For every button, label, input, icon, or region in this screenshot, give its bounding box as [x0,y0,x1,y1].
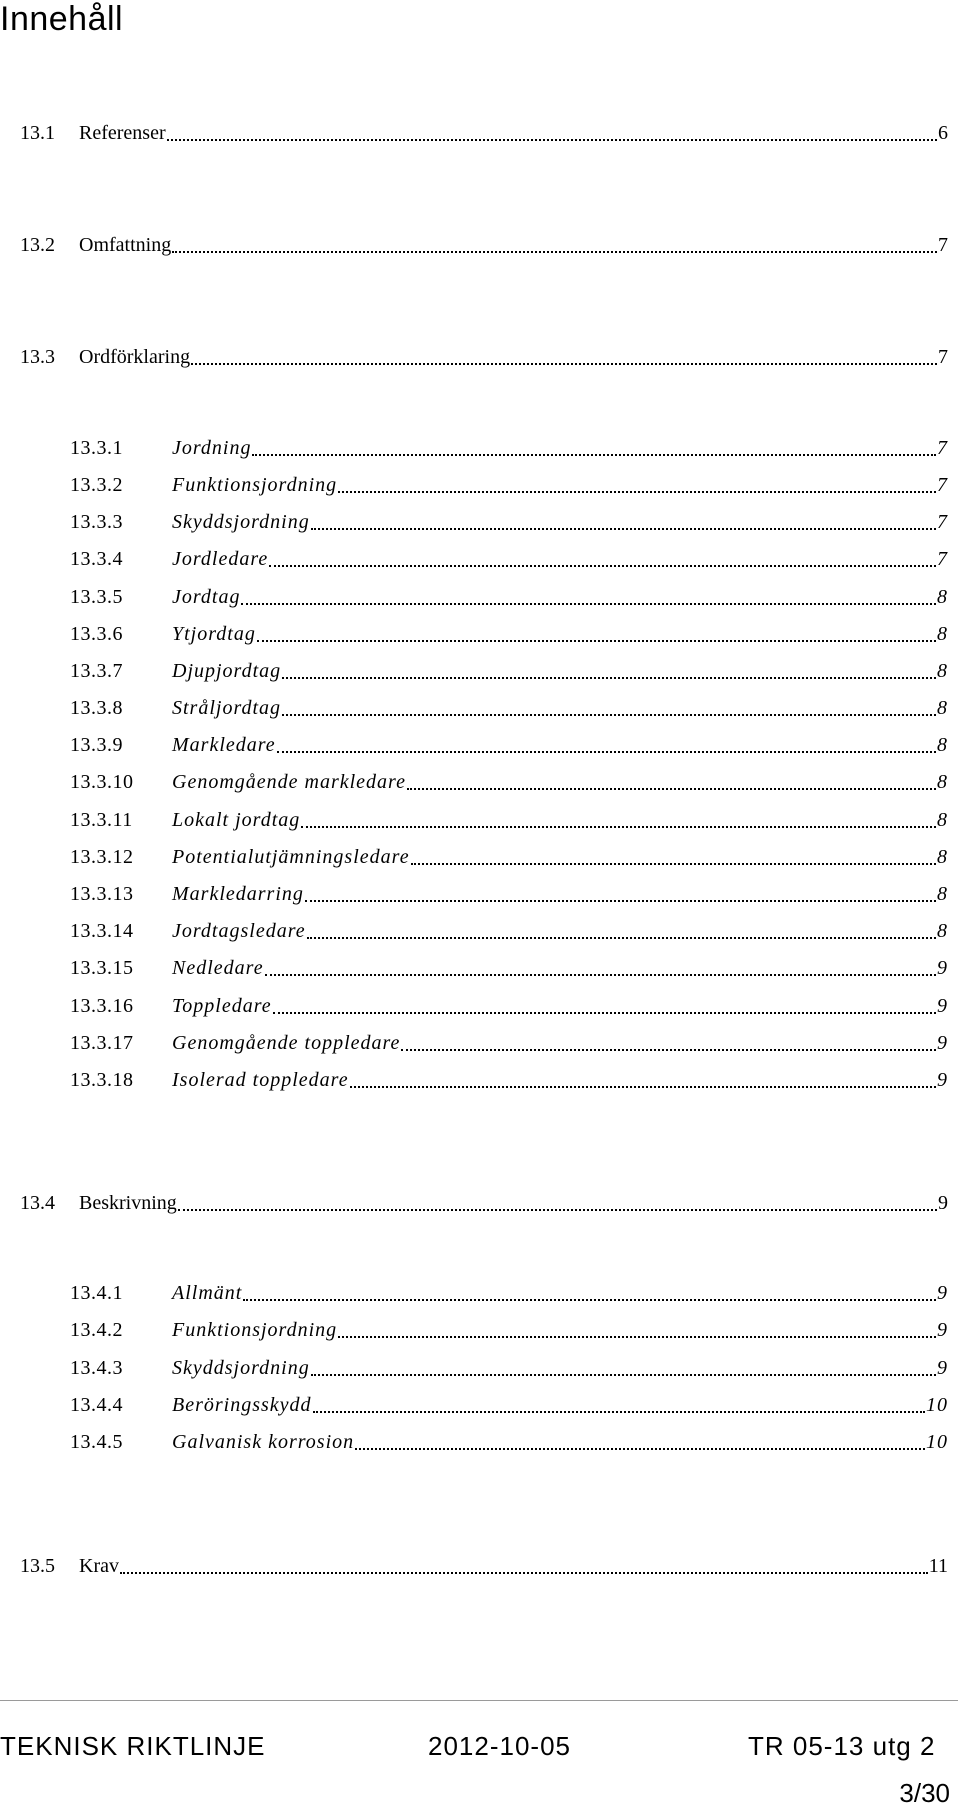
toc-entry[interactable] [70,433,948,463]
toc-entry-number: 13.3.4 [70,548,123,570]
toc-leader-dots [277,751,936,753]
toc-entry-number: 13.4.4 [70,1394,123,1416]
toc-entry-page: 9 [937,1282,948,1304]
toc-leader-dots [243,1299,936,1301]
toc-entry[interactable] [70,1427,948,1457]
toc-leader-dots [338,491,936,493]
toc-entry-number: 13.3.18 [70,1069,134,1091]
toc-entry-title: Skyddsjordning [172,1357,310,1379]
toc-entry-title: Referenser [79,122,166,144]
toc-entry-page: 6 [938,122,948,144]
toc-entry-number: 13.3.14 [70,920,134,942]
toc-entry[interactable] [70,470,948,500]
toc-entry-title: Allmänt [172,1282,243,1304]
toc-leader-dots [401,1049,936,1051]
toc-entry-number: 13.4.2 [70,1319,123,1341]
toc-entry-title: Genomgående markledare [172,771,406,793]
toc-entry[interactable] [70,1315,948,1345]
toc-entry-title: Toppledare [172,995,272,1017]
toc-entry-number: 13.3.16 [70,995,134,1017]
toc-leader-dots [269,565,936,567]
toc-entry-title: Funktionsjordning [172,1319,338,1341]
toc-entry[interactable] [70,582,948,612]
toc-entry-title: Ytjordtag [172,623,256,645]
toc-entry-number: 13.3.2 [70,474,123,496]
toc-entry-page: 8 [937,623,948,645]
toc-entry-number: 13.3.6 [70,623,123,645]
toc-entry-page: 8 [937,734,948,756]
toc-entry-title: Skyddsjordning [172,511,310,533]
footer-divider [0,1700,958,1701]
toc-entry[interactable] [70,1028,948,1058]
toc-entry[interactable] [70,730,948,760]
toc-entry[interactable] [70,991,948,1021]
toc-entry-number: 13.5 [20,1555,55,1577]
toc-entry-page: 7 [938,346,948,368]
toc-entry[interactable] [70,656,948,686]
toc-entry-title: Markledare [172,734,276,756]
toc-leader-dots [301,826,936,828]
toc-leader-dots [241,603,936,605]
toc-entry-number: 13.3.3 [70,511,123,533]
toc-entry-number: 13.3.11 [70,809,133,831]
toc-entry-page: 8 [937,771,948,793]
toc-leader-dots [313,1411,925,1413]
toc-entry-page: 7 [938,234,948,256]
toc-entry-number: 13.3.10 [70,771,134,793]
toc-entry[interactable] [20,118,948,148]
toc-entry-page: 7 [937,511,948,533]
toc-entry-number: 13.3.17 [70,1032,134,1054]
page-number: 3/30 [899,1778,950,1808]
toc-leader-dots [265,974,936,976]
toc-entry-number: 13.3.7 [70,660,123,682]
toc-entry[interactable] [70,1390,948,1420]
toc-entry-number: 13.3 [20,346,55,368]
toc-leader-dots [407,788,936,790]
toc-entry-title: Jordledare [172,548,269,570]
toc-entry-page: 8 [937,697,948,719]
toc-entry[interactable] [70,1278,948,1308]
toc-entry-number: 13.3.1 [70,437,123,459]
toc-entry-page: 8 [937,883,948,905]
toc-entry-title: Krav [79,1555,119,1577]
toc-entry-title: Genomgående toppledare [172,1032,401,1054]
toc-leader-dots [120,1572,928,1574]
toc-entry-title: Potentialutjämningsledare [172,846,410,868]
toc-leader-dots [411,863,936,865]
toc-entry-page: 9 [937,995,948,1017]
toc-entry-page: 7 [937,437,948,459]
toc-leader-dots [350,1086,936,1088]
toc-leader-dots [311,1374,936,1376]
toc-entry-page: 9 [937,1069,948,1091]
toc-entry[interactable] [70,507,948,537]
toc-leader-dots [191,363,937,365]
toc-leader-dots [282,677,936,679]
toc-entry-page: 10 [926,1394,948,1416]
toc-leader-dots [305,900,936,902]
toc-leader-dots [273,1012,936,1014]
toc-entry-number: 13.3.8 [70,697,123,719]
toc-entry-number: 13.1 [20,122,55,144]
toc-entry-page: 9 [937,1357,948,1379]
toc-entry-number: 13.4 [20,1192,55,1214]
toc-entry-page: 8 [937,586,948,608]
toc-entry-number: 13.4.5 [70,1431,123,1453]
toc-entry-page: 9 [937,1032,948,1054]
toc-leader-dots [355,1448,925,1450]
toc-entry-page: 7 [937,548,948,570]
toc-leader-dots [167,139,937,141]
toc-leader-dots [338,1336,936,1338]
toc-entry-number: 13.4.3 [70,1357,123,1379]
toc-entry-title: Markledarring [172,883,304,905]
footer-date: 2012-10-05 [428,1731,571,1761]
toc-entry-number: 13.3.5 [70,586,123,608]
toc-entry[interactable] [70,1353,948,1383]
toc-entry-page: 8 [937,920,948,942]
toc-entry[interactable] [70,693,948,723]
toc-entry-number: 13.2 [20,234,55,256]
toc-entry[interactable] [20,1551,948,1581]
toc-entry[interactable] [70,767,948,797]
page-heading: Innehåll [0,0,124,38]
toc-entry-title: Omfattning [79,234,172,256]
toc-entry-title: Jordning [172,437,252,459]
toc-entry-title: Lokalt jordtag [172,809,301,831]
toc-entry-page: 9 [937,1319,948,1341]
toc-entry-title: Galvanisk korrosion [172,1431,355,1453]
toc-entry[interactable] [70,842,948,872]
toc-entry[interactable] [70,916,948,946]
toc-entry-title: Beröringsskydd [172,1394,312,1416]
toc-entry[interactable] [70,1065,948,1095]
toc-entry-page: 8 [937,846,948,868]
toc-entry-title: Beskrivning [79,1192,177,1214]
toc-entry[interactable] [20,1188,948,1218]
toc-entry-title: Stråljordtag [172,697,282,719]
toc-entry-page: 7 [937,474,948,496]
toc-leader-dots [252,454,936,456]
toc-leader-dots [311,528,936,530]
toc-entry-number: 13.3.15 [70,957,134,979]
footer-doc-id: TR 05-13 utg 2 [748,1731,936,1761]
toc-entry-title: Funktionsjordning [172,474,338,496]
toc-leader-dots [257,640,936,642]
toc-entry-page: 10 [926,1431,948,1453]
toc-entry-page: 9 [938,1192,948,1214]
toc-entry-number: 13.4.1 [70,1282,123,1304]
toc-entry[interactable] [20,342,948,372]
toc-entry[interactable] [20,230,948,260]
toc-leader-dots [178,1209,937,1211]
toc-entry[interactable] [70,879,948,909]
toc-entry-page: 8 [937,809,948,831]
toc-entry-number: 13.3.9 [70,734,123,756]
toc-leader-dots [282,714,936,716]
toc-entry-number: 13.3.13 [70,883,134,905]
toc-entry[interactable] [70,619,948,649]
toc-entry-title: Jordtagsledare [172,920,306,942]
toc-entry-page: 11 [928,1555,948,1577]
toc-entry-page: 9 [937,957,948,979]
footer-doc-type: TEKNISK RIKTLINJE [0,1731,266,1761]
toc-entry[interactable] [70,805,948,835]
toc-leader-dots [172,251,937,253]
toc-entry-title: Nedledare [172,957,264,979]
toc-entry-page: 8 [937,660,948,682]
toc-entry-title: Isolerad toppledare [172,1069,349,1091]
toc-entry-number: 13.3.12 [70,846,134,868]
toc-entry-title: Djupjordtag [172,660,282,682]
toc-entry-title: Jordtag [172,586,241,608]
toc-entry[interactable] [70,544,948,574]
toc-leader-dots [307,937,936,939]
toc-entry[interactable] [70,953,948,983]
toc-entry-title: Ordförklaring [79,346,191,368]
